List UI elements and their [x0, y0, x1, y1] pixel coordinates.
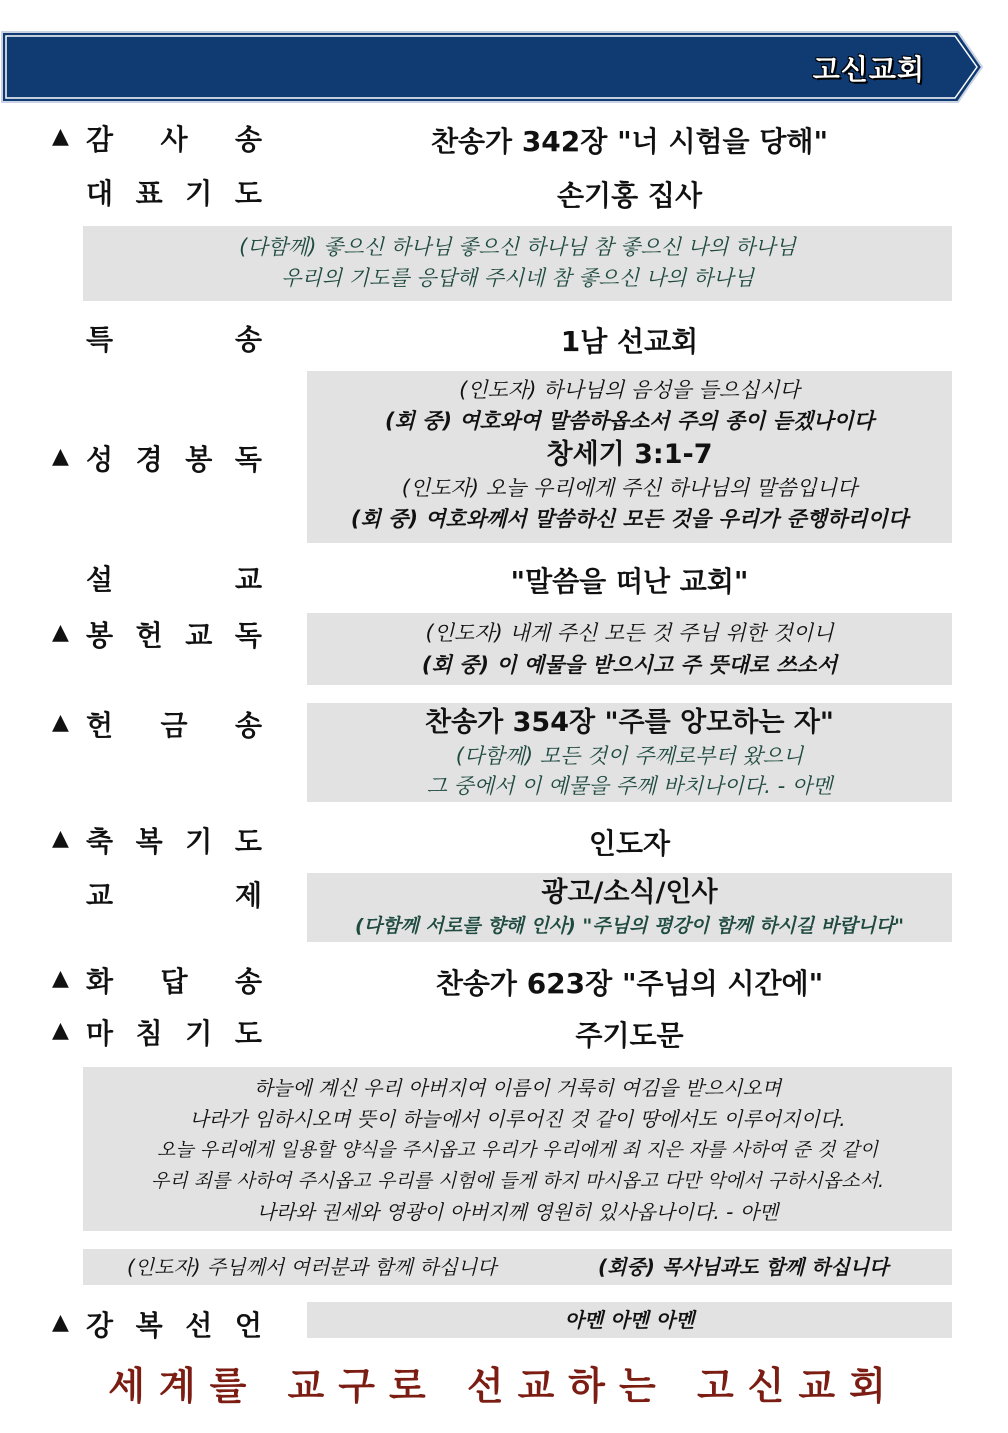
lords-prayer-box	[83, 1067, 952, 1231]
standing-mark: ▲	[52, 826, 69, 851]
church-name: 고신교회	[812, 53, 925, 86]
prayer-response-line: (다함께) 좋으신 하나님 좋으신 하나님 참 좋으신 나의 하나님	[239, 235, 796, 259]
fellowship-title: 광고/소식/인사	[541, 877, 718, 908]
standing-mark: ▲	[52, 710, 69, 735]
greeting-box	[83, 1249, 952, 1285]
order-value: 손기홍 집사	[557, 179, 702, 212]
scripture-line: (회 중) 여호와여 말씀하옵소서 주의 종이 듣겠나이다	[384, 409, 875, 433]
benediction-box	[307, 1302, 952, 1338]
order-label: 헌 금 송	[86, 709, 262, 742]
order-label: 마 침 기 도	[86, 1017, 262, 1050]
offering-reading-box	[307, 613, 952, 685]
order-value: 주기도문	[575, 1019, 684, 1052]
order-value: 인도자	[588, 827, 671, 860]
fellowship-line: (다함께 서로를 향해 인사) "주님의 평강이 함께 하시길 바랍니다"	[355, 915, 904, 937]
offering-hymn-box	[307, 703, 952, 802]
scripture-line: (회 중) 여호와께서 말씀하신 모든 것을 우리가 준행하리이다	[350, 507, 909, 531]
benediction-text: 아멘 아멘 아멘	[564, 1308, 695, 1332]
order-label: 화 답 송	[86, 965, 262, 998]
order-label: 축 복 기 도	[86, 825, 262, 858]
greeting-congregation: (회중) 목사님과도 함께 하십니다	[598, 1255, 889, 1279]
order-label: 대 표 기 도	[86, 177, 262, 210]
offering-hymn-line: 그 중에서 이 예물을 주께 바치나이다. - 아멘	[426, 774, 833, 798]
header-banner	[0, 30, 985, 104]
order-label: 설 교	[86, 563, 262, 596]
order-value: 1남 선교회	[560, 325, 699, 358]
standing-mark: ▲	[52, 966, 69, 991]
standing-mark: ▲	[52, 620, 69, 645]
standing-mark: ▲	[52, 1018, 69, 1043]
order-value: 찬송가 342장 "너 시험을 당해"	[430, 125, 829, 158]
fellowship-box	[307, 873, 952, 942]
lords-prayer-line: 우리 죄를 사하여 주시옵고 우리를 시험에 들게 하지 마시옵고 다만 악에서 구하시옵소서.	[150, 1170, 885, 1192]
order-value: 찬송가 623장 "주님의 시간에"	[435, 967, 824, 1000]
standing-mark: ▲	[52, 444, 69, 469]
order-label: 특 송	[86, 323, 262, 356]
sermon-title: "말씀을 떠난 교회"	[510, 565, 749, 598]
scripture-box	[307, 371, 952, 543]
order-label: 봉 헌 교 독	[86, 619, 262, 652]
lords-prayer-line: 오늘 우리에게 일용할 양식을 주시옵고 우리가 우리에게 죄 지은 자를 사하여 준 것 같이	[157, 1139, 878, 1161]
order-label: 교 제	[86, 879, 262, 912]
church-slogan: 세계를 교구로 선교하는 고신교회	[108, 1364, 900, 1408]
scripture-line: (인도자) 오늘 우리에게 주신 하나님의 말씀입니다	[401, 476, 858, 500]
lords-prayer-line: 하늘에 계신 우리 아버지여 이름이 거룩히 여김을 받으시오며	[253, 1076, 782, 1100]
prayer-response-line: 우리의 기도를 응답해 주시네 참 좋으신 나의 하나님	[281, 266, 754, 290]
lords-prayer-line: 나라와 권세와 영광이 아버지께 영원히 있사옵나이다. - 아멘	[256, 1200, 779, 1224]
offering-hymn-title: 찬송가 354장 "주를 앙모하는 자"	[425, 707, 834, 738]
offering-hymn-line: (다함께) 모든 것이 주께로부터 왔으니	[455, 744, 804, 768]
scripture-reference: 창세기 3:1-7	[546, 439, 713, 470]
offering-reading-line: (회 중) 이 예물을 받으시고 주 뜻대로 쓰소서	[421, 653, 838, 677]
standing-mark: ▲	[52, 124, 69, 149]
offering-reading-line: (인도자) 내게 주신 모든 것 주님 위한 것이니	[425, 621, 834, 645]
order-label: 감 사 송	[86, 123, 262, 156]
standing-mark: ▲	[52, 1310, 69, 1335]
prayer-response-box	[83, 226, 952, 301]
order-label: 성 경 봉 독	[86, 443, 262, 476]
order-label: 강 복 선 언	[86, 1309, 262, 1342]
lords-prayer-line: 나라가 임하시오며 뜻이 하늘에서 이루어진 것 같이 땅에서도 이루어지이다.	[189, 1107, 846, 1131]
scripture-line: (인도자) 하나님의 음성을 들으십시다	[459, 378, 800, 402]
greeting-leader: (인도자) 주님께서 여러분과 함께 하십니다	[127, 1255, 497, 1279]
